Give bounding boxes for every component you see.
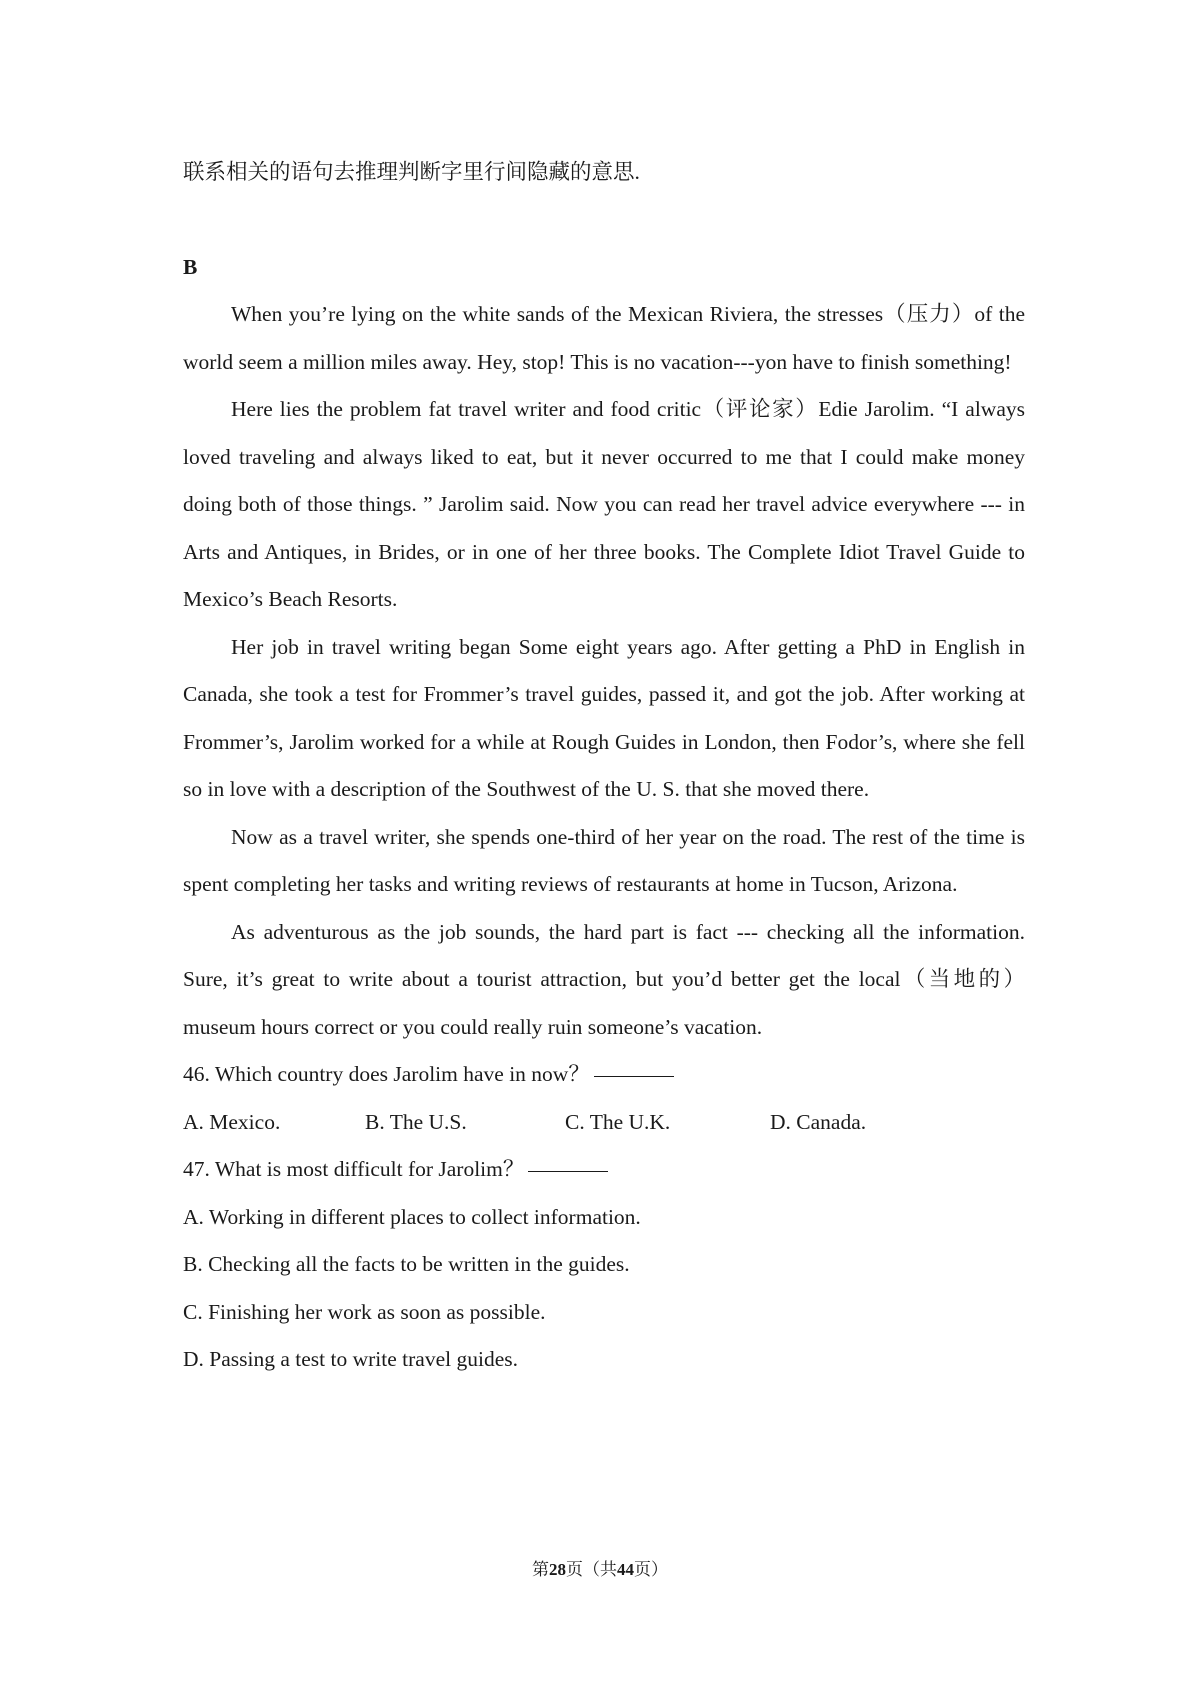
section-title: B — [183, 254, 198, 279]
footer-suffix: 页） — [634, 1560, 668, 1579]
option-a: A. Working in different places to collect information. — [183, 1204, 641, 1229]
passage-paragraph-3: Her job in travel writing began Some eight years ago. After getting a PhD in English in Canada, she took a test for Frommer’s travel guides, passed it, and got the job. After working at Frommer’s, Jarolim worked for a while at Rough Guides in London, then Fodor’s, where she fell so in love with a description of the Southwest of the U. S. that she moved there. — [183, 634, 1025, 801]
footer-middle: 页（共 — [566, 1560, 617, 1579]
option-c: C. Finishing her work as soon as possible. — [183, 1299, 546, 1324]
passage-paragraph-5: As adventurous as the job sounds, the hard part is fact --- checking all the information. Sure, it’s great to write about a tourist attraction, but you’d better get the local（当地的）museum hours correct or you could really ruin someone’s vacation. — [183, 919, 1025, 1039]
answer-blank — [594, 1075, 674, 1077]
option-d: D. Passing a test to write travel guides. — [183, 1347, 518, 1371]
option-c: C. The U.K. — [565, 1109, 671, 1134]
footer-page-number: 28 — [549, 1560, 566, 1579]
footer-prefix: 第 — [532, 1560, 549, 1579]
option-a: A. Mexico. — [183, 1109, 281, 1134]
option-d: D. Canada. — [770, 1109, 867, 1134]
passage-paragraph-1: When you’re lying on the white sands of the Mexican Riviera, the stresses（压力）of the world seem a million miles away. Hey, stop! This is no vacation---yon have to finish something! — [183, 302, 1025, 374]
passage-paragraph-4: Now as a travel writer, she spends one-third of her year on the road. The rest of the time is spent completing her tasks and writing reviews of restaurants at home in Tucson, Arizona. — [183, 824, 1025, 896]
question-47-text: 47. What is most difficult for Jarolim？ — [183, 1157, 525, 1181]
option-b: B. The U.S. — [365, 1109, 467, 1134]
option-b: B. Checking all the facts to be written in the guides. — [183, 1252, 630, 1276]
question-46-text: 46. Which country does Jarolim have in now？ — [183, 1062, 590, 1086]
page-footer — [0, 1558, 1200, 1582]
passage-paragraph-2: Here lies the problem fat travel writer and food critic（评论家）Edie Jarolim. “I always loved traveling and always liked to eat, but it never occurred to me that I could make money doing both of those things. ” Jarolim said. Now you can read her travel advice everywhere --- in Arts and Antiques, in Brides, or in one of her three books. The Complete Idiot Travel Guide to Mexico’s Beach Resorts. — [183, 397, 1025, 611]
page-content — [183, 149, 1025, 1384]
question-46-options — [183, 1099, 1025, 1147]
question-47-stem — [183, 1146, 1025, 1194]
question-46-stem — [183, 1051, 1025, 1099]
intro-line: 联系相关的语句去推理判断字里行间隐藏的意思. — [183, 160, 640, 184]
footer-total-pages: 44 — [617, 1560, 634, 1579]
answer-blank — [528, 1170, 608, 1172]
